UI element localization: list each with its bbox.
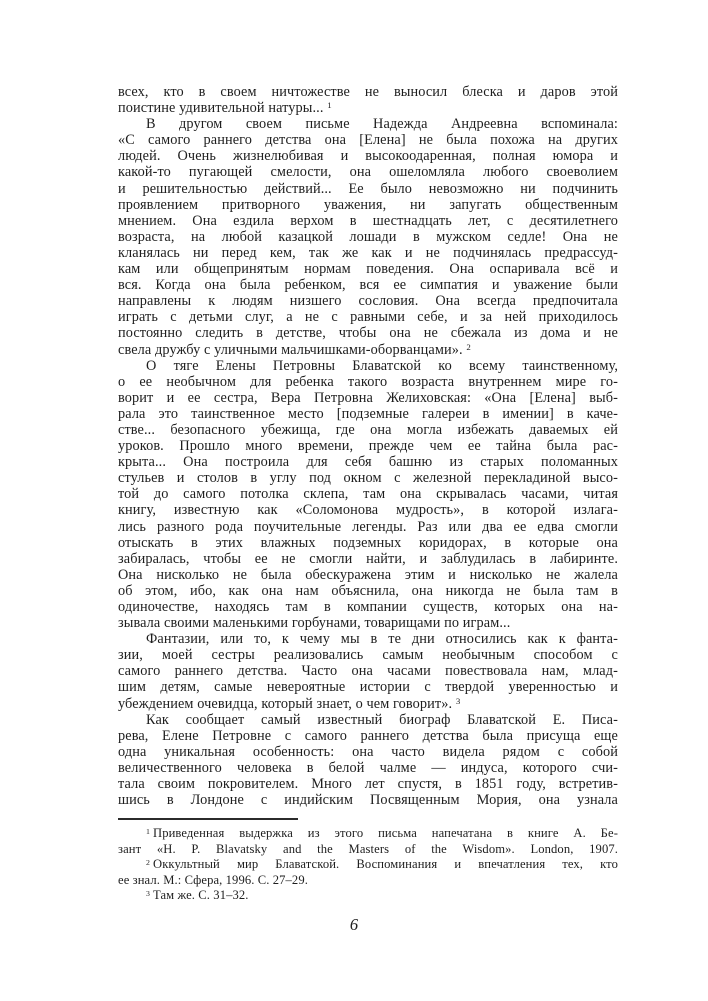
paragraph [118,631,618,711]
text-line: стульев и столов в углу под окном с железной перекладиной высо- [118,470,618,487]
text-line: шись в Лондоне с индийским Посвященным Мория, она узнала [118,792,618,809]
text-line: направлены к людям низшего сословия. Она всегда предпочитала [118,293,618,310]
paragraph [118,84,618,116]
paragraph [118,358,618,632]
main-text-block [118,84,618,808]
text-line: постоянно следить в детстве, чтобы она не сбежала из дома и не [118,325,618,342]
text-line: крыта... Она построила для себя башню из старых поломанных [118,454,618,471]
text-line: ворит и ее сестра, Вера Петровна Желиховская: «Она [Елена] выб- [118,389,618,406]
text-line: уроков. Прошло много времени, прежде чем ее тайна была рас- [118,438,618,455]
text-line: убеждением очевидца, который знает, о чем говорит». $^3$ [118,695,461,712]
footnote-ref: 1 [327,100,332,111]
text-line: поистине удивительной натуры... $^1$ [118,100,332,117]
footnote-line: ее знал. М.: Сфера, 1996. С. 27–29. [118,872,308,887]
footnote-line: $^2$ Оккультный мир Блаватской. Воспоминания и впечатления тех, кто [146,857,618,871]
text-line: мнением. Она ездила верхом в шестнадцать лет, с десятилетнего [118,212,618,229]
text-line: о ее необычном для ребенка такого возраста внутреннем мире го- [118,373,618,390]
text-line: забиралась, чтобы ее не смогли найти, и заблудилась в лабиринте. [118,550,618,567]
text-line: зии, моей сестры реализовались самым необычным способом с [118,647,618,664]
footnote-line: зант «H. P. Blavatsky and the Masters of the Wisdom». London, 1907. [118,841,618,856]
text-line: играть с детьми слуг, а не с равными себе, и за ней приходилось [118,309,618,326]
footnote-line: $^3$ Там же. С. 31–32. [146,888,249,902]
text-line: отыскать в этих влажных подземных коридорах, в которые она [118,534,618,551]
footnote [118,888,618,904]
text-line: «С самого раннего детства она [Елена] не была похожа на других [118,132,618,149]
text-line: об этом, ибо, как она нам объяснила, она никогда не была там в [118,582,618,599]
text-line: Как сообщает самый известный биограф Блаватской Е. Писа- [146,711,618,728]
text-line: величественного человека в белой чалме — индуса, которого счи- [118,759,618,776]
text-line: тала своим покровителем. Много лет спустя, в 1851 году, встретив- [118,776,618,793]
text-line: одиночестве, находясь там в компании существ, которых она на- [118,599,618,615]
text-line: В другом своем письме Надежда Андреевна вспоминала: [146,116,618,133]
paragraph [118,712,618,809]
text-line: вся. Когда она была ребенком, вся ее симпатия и уважение были [118,277,618,294]
text-line: стве... безопасного убежища, где она могла избежать даваемых ей [118,421,618,438]
text-line: той до самого потолка склепа, там она скрывалась часами, читая [118,486,618,503]
text-line: зывала своими маленькими горбунами, товарищами по играм... [118,615,511,632]
text-line: рала это таинственное место [подземные галереи в имении] в каче- [118,405,618,422]
footnote [118,826,618,857]
text-line: Фантазии, или то, к чему мы в те дни относились как к фанта- [146,631,618,648]
footnote-marker: 2 [146,857,150,867]
text-line: рева, Елене Петровне с самого раннего детства была присуща еще [118,727,618,744]
text-line: всех, кто в своем ничтожестве не выносил блеска и даров этой [118,84,618,100]
footnote-ref: 3 [455,695,461,706]
text-line: одна уникальная особенность: она часто видела рядом с собой [118,743,618,760]
footnote-separator [118,818,298,820]
text-line: самого раннего детства. Часто она часами повествовала нам, млад- [118,663,618,680]
text-line: лись разного рода поучительные легенды. Раз или два ее едва смогли [118,518,618,535]
text-line: свела дружбу с уличными мальчишками-оборванцами». $^2$ [118,341,471,358]
footnotes-block [118,826,618,904]
footnote-marker: 3 [146,888,150,898]
page-number: 6 [349,915,359,934]
text-line: какой-то пугающей смелости, она ошеломляла любого своеволием [118,164,618,181]
footnote-line: $^1$ Приведенная выдержка из этого письма напечатана в книге А. Бе- [146,826,618,840]
text-line: и решительностью действий... Ее было невозможно ни подчинить [118,180,618,197]
text-line: кам или общепринятым нормам поведения. Она оспаривала всё и [118,261,618,278]
footnote-marker: 1 [146,826,150,836]
paragraph [118,116,618,357]
text-line: книгу, известную как «Соломонова мудрость», в которой излага- [118,502,618,519]
text-line: проявлением притворного уважения, ни запугать общественным [118,196,618,213]
footnote [118,857,618,888]
text-line: Она нисколько не была обескуражена этим и нисколько не жалела [118,566,618,583]
text-line: О тяге Елены Петровны Блаватской ко всему таинственному, [146,357,618,374]
text-line: возраста, на любой казацкой лошади в мужском седле! Она не [118,228,618,245]
text-line: кланялась ни перед кем, так же как и не подчинялась предрассуд- [118,244,618,261]
text-line: шим детям, самые невероятные истории с твердой уверенностью и [118,679,618,696]
footnote-ref: 2 [466,341,471,352]
text-line: людей. Очень жизнелюбивая и высокоодаренная, полная юмора и [118,148,618,165]
